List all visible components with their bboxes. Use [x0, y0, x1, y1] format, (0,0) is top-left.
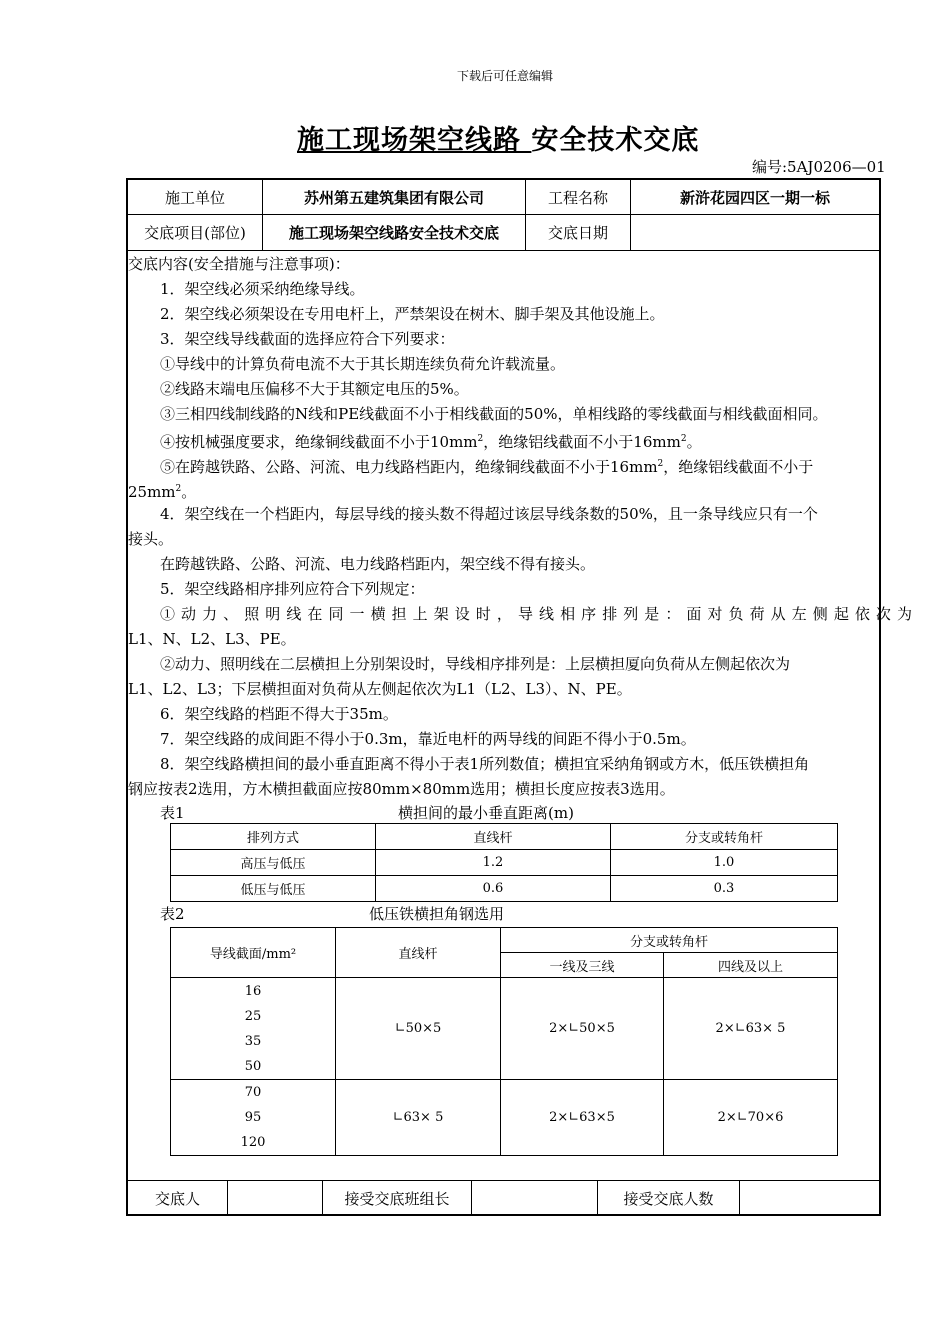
table1-label: 表1	[160, 804, 185, 822]
table-row	[171, 1080, 838, 1156]
table2-header: 分支或转角杆	[501, 928, 838, 953]
table-row	[171, 978, 838, 1080]
grid-line	[227, 1180, 228, 1216]
table2-cell: 2×∟50×5	[501, 978, 664, 1080]
table2-cell: ∟63× 5	[336, 1080, 501, 1156]
table1-header: 分支或转角杆	[611, 824, 838, 850]
paragraph: 接头。	[128, 530, 174, 548]
table1	[170, 823, 838, 902]
table2-cell: 2×∟70×6	[664, 1080, 838, 1156]
paragraph: ③三相四线制线路的N线和PE线截面不小于相线截面的50%，单相线路的零线截面与相线截面相同。	[160, 405, 828, 423]
table2-label: 表2	[160, 905, 185, 923]
section-value: 35	[244, 1033, 262, 1049]
grid-line	[739, 1180, 740, 1216]
paragraph: 7．架空线路的成间距不得小于0.3m，靠近电杆的两导线的间距不得小于0.5m。	[160, 730, 696, 748]
paragraph: 在跨越铁路、公路、河流、电力线路档距内，架空线不得有接头。	[160, 555, 596, 573]
paragraph: ①动力、照明线在同一横担上架设时，导线相序排列是：面对负荷从左侧起依次为	[160, 605, 912, 623]
section-value: 50	[244, 1058, 262, 1074]
paragraph: 5．架空线路相序排列应符合下列规定：	[160, 580, 425, 598]
paragraph: ④按机械强度要求，绝缘铜线截面不小于$10mm^2$，绝缘铝线截面不小于$16mm^2$。	[160, 433, 702, 451]
paragraph: ①导线中的计算负荷电流不大于其长期连续负荷允许载流量。	[160, 355, 566, 373]
paragraph: $25mm^2$。	[128, 483, 197, 501]
paragraph: 钢应按表2选用，方木横担截面应按80mm×80mm选用；横担长度应按表3选用。	[128, 780, 675, 798]
section-value: 120	[240, 1135, 266, 1150]
table2-cell: 2×∟63×5	[501, 1080, 664, 1156]
section-value: 16	[244, 983, 262, 999]
top-note: 下载后可任意编辑	[456, 69, 553, 83]
table2-header: 一线及三线	[501, 953, 664, 978]
count-label: 接受交底人数	[623, 1189, 714, 1208]
grid-line	[471, 1180, 472, 1216]
table2-caption: 低压铁横担角钢选用	[369, 905, 505, 923]
table1-cell: 1.2	[376, 850, 611, 876]
grid-line	[126, 1180, 881, 1181]
section-value: 95	[244, 1110, 262, 1125]
date-value	[631, 215, 879, 250]
paragraph: 3．架空线导线截面的选择应符合下列要求：	[160, 330, 455, 348]
text: 25mm	[128, 483, 176, 501]
table-row	[171, 850, 838, 876]
table2-header: 直线杆	[336, 928, 501, 978]
table2-cell: 2×∟63× 5	[664, 978, 838, 1080]
unit-value: 苏州第五建筑集团有限公司	[303, 188, 484, 207]
paragraph: 1．架空线必须采纳绝缘导线。	[160, 280, 365, 298]
paragraph: 6．架空线路的档距不得大于35m。	[160, 705, 398, 723]
table1-cell: 0.3	[611, 876, 838, 902]
paragraph: L1、N、L2、L3、PE。	[128, 630, 296, 648]
text: ④按机械强度要求，绝缘铜线截面不小于10mm	[160, 433, 478, 451]
section-value: 25	[244, 1008, 262, 1024]
table2-header: 四线及以上	[664, 953, 838, 978]
title-part1: 施工现场架空线路	[297, 125, 521, 156]
table2-sections	[171, 1080, 336, 1156]
team-leader-label: 接受交底班组长	[344, 1189, 450, 1208]
paragraph: 2．架空线必须架设在专用电杆上，严禁架设在树木、脚手架及其他设施上。	[160, 305, 665, 323]
text: ，绝缘铝线截面不小于16mm	[483, 433, 681, 451]
table1-cell: 1.0	[611, 850, 838, 876]
unit-label: 施工单位	[164, 188, 225, 207]
paragraph: ②线路末端电压偏移不大于其额定电压的5%。	[160, 380, 469, 398]
table1-cell: 高压与低压	[171, 850, 376, 876]
table2-cell: ∟50×5	[336, 978, 501, 1080]
text: ⑤在跨越铁路、公路、河流、电力线路档距内，绝缘铜线截面不小于16mm	[160, 458, 658, 476]
item-value: 施工现场架空线路安全技术交底	[288, 224, 499, 242]
table1-header: 直线杆	[376, 824, 611, 850]
paragraph: L1、L2、L3；下层横担面对负荷从左侧起依次为L1（L2、L3）、N、PE。	[128, 680, 632, 698]
title-part2: 安全技术交底	[531, 125, 700, 156]
table-row	[171, 876, 838, 902]
presenter-label: 交底人	[154, 1189, 200, 1208]
table1-caption: 横担间的最小垂直距离(m)	[398, 804, 574, 822]
project-value: 新浒花园四区一期一标	[679, 188, 830, 207]
grid-line	[126, 250, 881, 251]
paragraph: ⑤在跨越铁路、公路、河流、电力线路档距内，绝缘铜线截面不小于$16mm^2$，绝缘铝线截面不小于	[160, 458, 814, 476]
table1-cell: 低压与低压	[171, 876, 376, 902]
document-number: 编号:5AJ0206—01	[752, 158, 886, 176]
section-value: 70	[244, 1085, 262, 1100]
title-space	[521, 125, 531, 156]
paragraph: ②动力、照明线在二层横担上分别架设时，导线相序排列是：上层横担厦向负荷从左侧起依次为	[160, 655, 791, 673]
table1-cell: 0.6	[376, 876, 611, 902]
paragraph: 8．架空线路横担间的最小垂直距离不得小于表1所列数值；横担宜采纳角钢或方木，低压铁横担角	[160, 755, 810, 773]
table1-header: 排列方式	[171, 824, 376, 850]
text: ，绝缘铝线截面不小于	[663, 458, 814, 476]
table2	[170, 927, 838, 1156]
page-title	[297, 118, 699, 157]
content-heading: 交底内容(安全措施与注意事项)：	[128, 255, 350, 273]
project-label: 工程名称	[547, 188, 608, 207]
table2-sections	[171, 978, 336, 1080]
table2-header: 导线截面/mm²	[171, 928, 336, 978]
date-label: 交底日期	[547, 224, 608, 242]
paragraph: 4．架空线在一个档距内，每层导线的接头数不得超过该层导线条数的50%，且一条导线应只有一个	[160, 505, 818, 523]
item-label: 交底项目(部位)	[144, 224, 246, 242]
